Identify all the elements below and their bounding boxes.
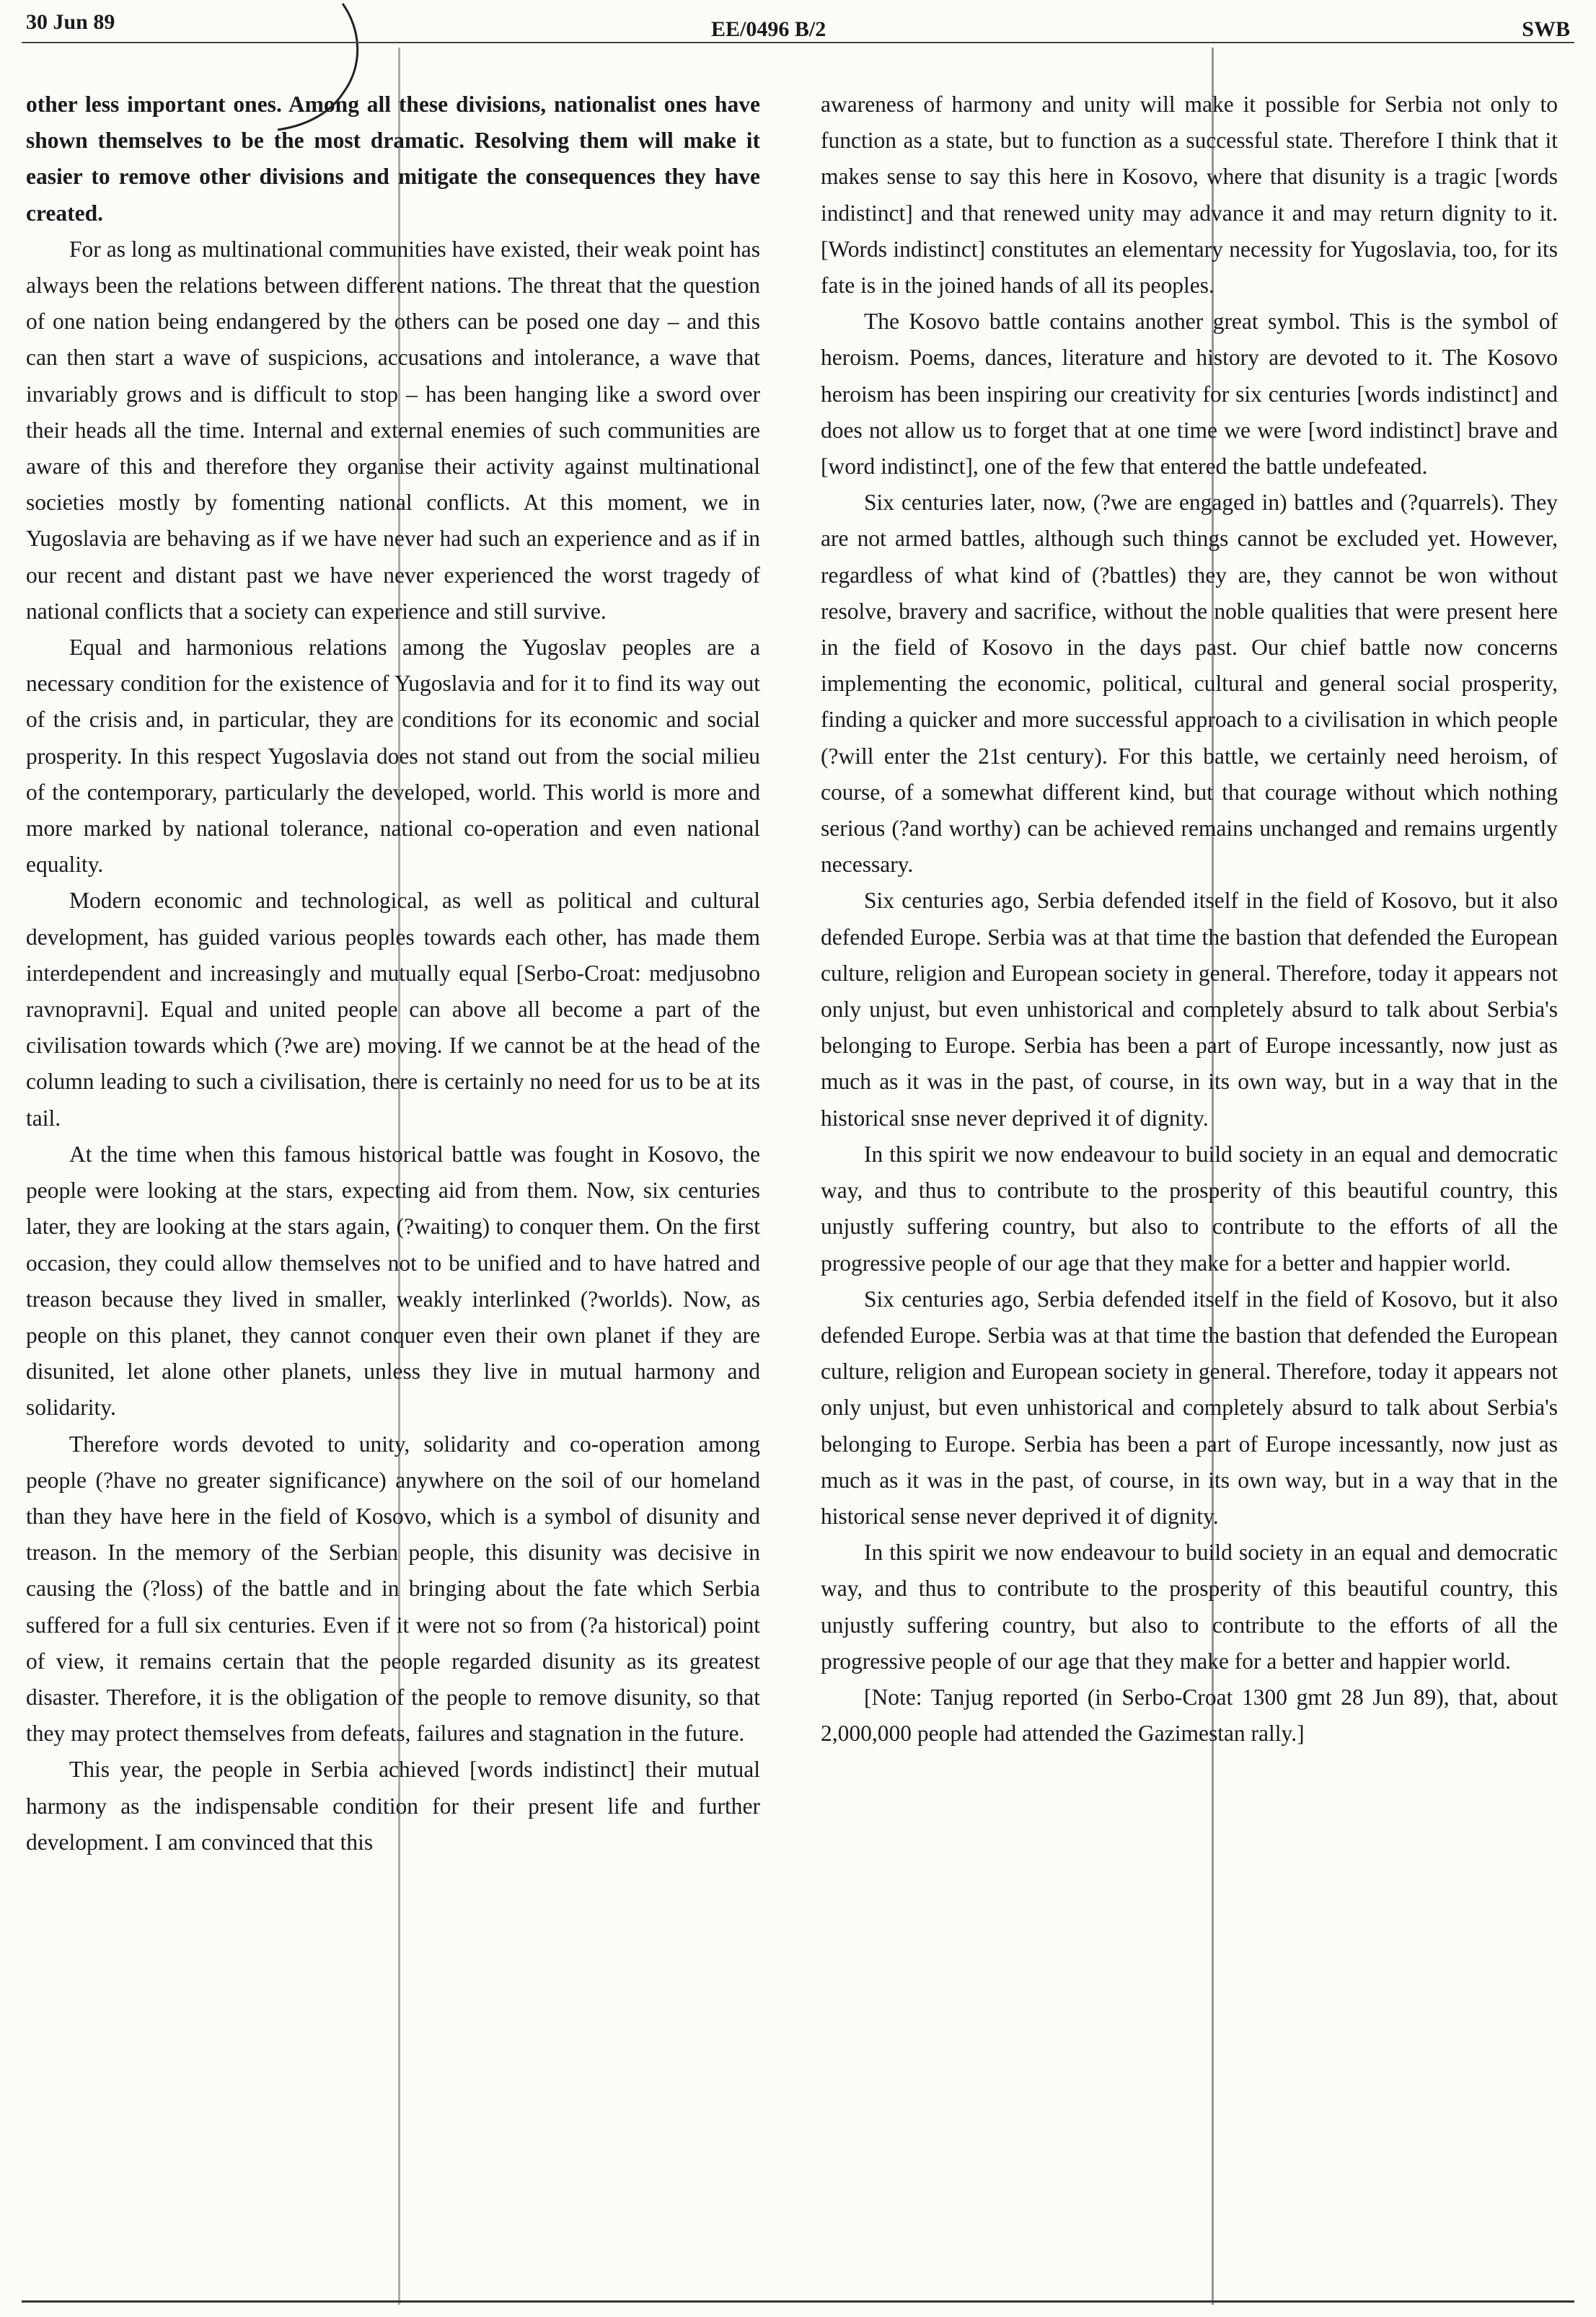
paragraph: Six centuries ago, Serbia defended itself in the field of Kosovo, but it also defended Europe. Serbia was at that time the bastion that defended the European culture, religion and European society in general. Therefore, today it appears not only unjust, but even unhistorical and completely absurd to talk about Serbia's belonging to Europe. Serbia has been a part of Europe incessantly, now just as much as it was in the past, of course, in its own way, but in a way that in the historical snse never deprived it of dignity. [821, 888, 1558, 1131]
left-column [26, 87, 760, 1861]
paragraph: In this spirit we now endeavour to build society in an equal and democratic way, and thus to contribute to the prosperity of this beautiful country, this unjustly suffering country, but also to contribute to the efforts of all the progressive people of our age that they make for a better and happier world. [821, 1141, 1558, 1276]
header-rule [22, 42, 1574, 43]
paragraph: This year, the people in Serbia achieved [words indistinct] their mutual harmony as the indispensable condition for their present life and further development. I am convinced that this [26, 1757, 760, 1855]
paragraph: Modern economic and technological, as well as political and cultural development, has guided various peoples towards each other, has made them interdependent and increasingly and mutually equal [Serbo-Croat: medjusobno ravnopravni]. Equal and united people can above all become a part of the civilisation towards which (?we are) moving. If we cannot be at the head of the column leading to such a civilisation, there is certainly no need for us to be at its tail. [26, 888, 760, 1131]
paragraph: Six centuries later, now, (?we are engaged in) battles and (?quarrels). They are not armed battles, although such things cannot be excluded yet. However, regardless of what kind of (?battles) they are, they cannot be won without resolve, bravery and sacrifice, without the noble qualities that were present here in the field of Kosovo in the days past. Our chief battle now concerns implementing the economic, political, cultural and general social prosperity, finding a quicker and more successful approach to a civilisation in which people (?will enter the 21st century). For this battle, we certainly need heroism, of course, of a somewhat different kind, but that courage without which nothing serious (?and worthy) can be achieved remains unchanged and remains urgently necessary. [821, 490, 1558, 878]
header-reference: EE/0496 B/2 [711, 17, 826, 41]
header-date: 30 Jun 89 [26, 10, 115, 34]
editor-note: [Note: Tanjug reported (in Serbo-Croat 1300 gmt 28 Jun 89), that, about 2,000,000 people had attended the Gazimestan rally.] [821, 1684, 1558, 1747]
paragraph: For as long as multinational communities have existed, their weak point has always been the relations between different nations. The threat that the question of one nation being endangered by the others can be posed one day – and this can then start a wave of suspicions, accusations and intolerance, a wave that invariably grows and is difficult to stop – has been hanging like a sword over their heads all the time. Internal and external enemies of such communities are aware of this and therefore they organise their activity against multinational societies mostly by fomenting national conflicts. At this moment, we in Yugoslavia are behaving as if we have never had such an experience and as if in our recent and distant past we have never experienced the worst tragedy of national conflicts that a society can experience and still survive. [26, 236, 760, 624]
footer-rule [22, 2300, 1574, 2303]
paragraph: Therefore words devoted to unity, solidarity and co-operation among people (?have no greater significance) anywhere on the soil of our homeland than they have here in the field of Kosovo, which is a symbol of disunity and treason. In the memory of the Serbian people, this disunity was decisive in causing the (?loss) of the battle and in bringing about the fate which Serbia suffered for a full six centuries. Even if it were not so from (?a historical) point of view, it remains certain that the people regarded disunity as its greatest disaster. Therefore, it is the obligation of the people to remove disunity, so that they may protect themselves from defeats, failures and stagnation in the future. [26, 1431, 760, 1747]
header-source: SWB [1522, 17, 1570, 41]
paragraph: The Kosovo battle contains another great symbol. This is the symbol of heroism. Poems, dances, literature and history are devoted to it. The Kosovo heroism has been inspiring our creativity for six centuries [words indistinct] and does not allow us to forget that at one time we were [word indistinct] brave and [word indistinct], one of the few that entered the battle undefeated. [821, 309, 1558, 480]
paragraph: At the time when this famous historical battle was fought in Kosovo, the people were looking at the stars, expecting aid from them. Now, six centuries later, they are looking at the stars again, (?waiting) to conquer them. On the first occasion, they could allow themselves not to be unified and to have hatred and treason because they lived in smaller, weakly interlinked (?worlds). Now, as people on this planet, they cannot conquer even their own planet if they are disunited, let alone other planets, unless they live in mutual harmony and solidarity. [26, 1141, 760, 1421]
right-column [821, 87, 1558, 1752]
paragraph: other less important ones. Among all these divisions, nationalist ones have shown themselves to be the most dramatic. Resolving them will make it easier to remove other divisions and mitigate the consequences they have created. [26, 92, 760, 226]
paragraph: In this spirit we now endeavour to build society in an equal and democratic way, and thus to contribute to the prosperity of this beautiful country, this unjustly suffering country, but also to contribute to the efforts of all the progressive people of our age that they make for a better and happier world. [821, 1540, 1558, 1674]
paragraph: Equal and harmonious relations among the Yugoslav peoples are a necessary condition for the existence of Yugoslavia and for it to find its way out of the crisis and, in particular, they are conditions for its economic and social prosperity. In this respect Yugoslavia does not stand out from the social milieu of the contemporary, particularly the developed, world. This world is more and more marked by national tolerance, national co-operation and even national equality. [26, 635, 760, 878]
paragraph: Six centuries ago, Serbia defended itself in the field of Kosovo, but it also defended Europe. Serbia was at that time the bastion that defended the European culture, religion and European society in general. Therefore, today it appears not only unjust, but even unhistorical and completely absurd to talk about Serbia's belonging to Europe. Serbia has been a part of Europe incessantly, now just as much as it was in the past, of course, in its own way, but in a way that in the historical sense never deprived it of dignity. [821, 1286, 1558, 1529]
paragraph: awareness of harmony and unity will make it possible for Serbia not only to function as a state, but to function as a successful state. Therefore I think that it makes sense to say this here in Kosovo, where that disunity is a tragic [words indistinct] and that renewed unity may advance it and may return dignity to it. [Words indistinct] constitutes an elementary necessity for Yugoslavia, too, for its fate is in the joined hands of all its peoples. [821, 92, 1558, 299]
